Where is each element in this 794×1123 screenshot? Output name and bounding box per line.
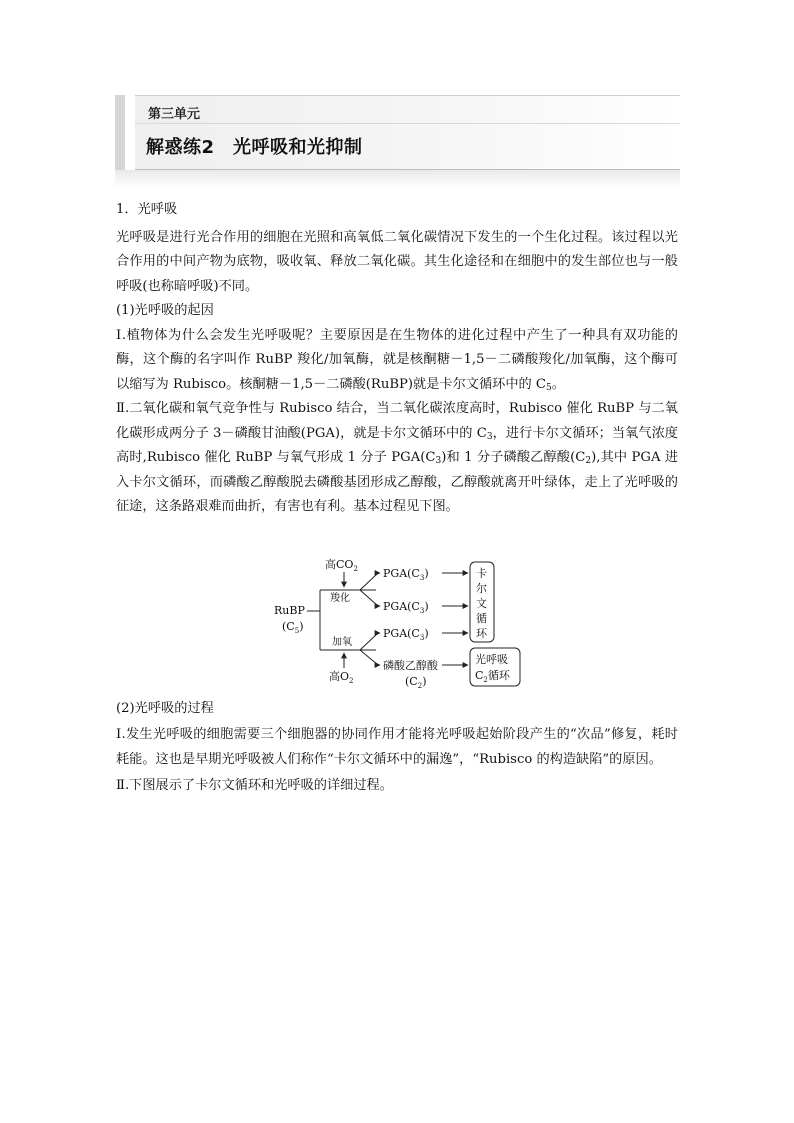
rubp-c5-label: $(C_5)$ xyxy=(282,620,304,635)
rubp-label: RuBP xyxy=(274,604,305,617)
phosphoglycolate-c2-label: $(C_2)$ xyxy=(405,675,427,690)
arrow-to-pga xyxy=(360,573,378,590)
text-run: Ⅰ.植物体为什么会发生光呼吸呢？主要原因是在生物体的进化过程中产生了一种具有双功能的酶，这个酶的名字叫作 RuBP 羧化/加氧酶，就是核酮糖－1,5－二磷酸羧化/加氧酶，这个酶可以缩写为 Rubisco。核酮糖－1,5－二磷酸(RuBP)就是卡尔文循环中的 C xyxy=(116,327,678,392)
pga-label: $PGA(C_3)$ xyxy=(383,627,429,642)
intro-paragraph: 光呼吸是进行光合作用的细胞在光照和高氧低二氧化碳情况下发生的一个生化过程。该过程以光合作用的中间产物为底物，吸收氧、释放二氧化碳。其生化途径和在细胞中的发生部位也与一般呼吸(也称暗呼吸)不同。 xyxy=(116,229,678,294)
subscript: 5 xyxy=(546,382,552,393)
header-divider xyxy=(135,123,680,124)
process-section xyxy=(116,696,678,798)
pga-label: $PGA(C_3)$ xyxy=(383,600,429,615)
text-run: Ⅱ.二氧化碳和氧气竞争性与 Rubisco 结合，当二氧化碳浓度高时，Rubisco 催化 RuBP 与二氧化碳形成两分子 3－磷酸甘油酸(PGA)，就是卡尔文循环中的 C xyxy=(116,401,678,441)
main-content xyxy=(116,198,678,520)
calvin-char: 文 xyxy=(476,597,487,610)
header-divider xyxy=(135,95,680,96)
text-run: ，进行卡尔文循环；当氧气浓度高时,Rubisco 催化 RuBP 与氧气形成 1 分子 PGA(C xyxy=(116,425,678,465)
section-heading: 1．光呼吸 xyxy=(116,202,178,217)
oxygenation-label: 加氧 xyxy=(332,637,352,648)
calvin-char: 卡 xyxy=(476,567,487,580)
text-run: )和 1 分子磷酸乙醇酸(C xyxy=(441,450,586,465)
carboxylation-label: 羧化 xyxy=(330,593,350,604)
subscript: 2 xyxy=(585,456,592,466)
pga-label: $PGA(C_3)$ xyxy=(383,567,429,582)
calvin-char: 循 xyxy=(476,612,487,625)
high-o2-label: 高$O_2$ xyxy=(329,670,354,685)
subscript: 3 xyxy=(435,456,442,466)
photorespiration-diagram xyxy=(270,552,522,692)
high-co2-label: 高$CO_2$ xyxy=(325,558,358,573)
arrow-to-phosphoglycolate xyxy=(360,650,378,665)
photorespiration-label: 光呼吸 xyxy=(475,653,508,666)
section-header xyxy=(115,95,680,192)
paragraph-origin-2 xyxy=(116,397,678,520)
text-run: 。 xyxy=(551,376,565,392)
page-title: 解惑练2 光呼吸和光抑制 xyxy=(146,137,363,158)
arrow-to-pga xyxy=(360,590,378,606)
subsection-heading: (2)光呼吸的过程 xyxy=(116,701,214,716)
header-accent-bar xyxy=(115,95,125,170)
calvin-char: 环 xyxy=(476,627,487,640)
subscript: 3 xyxy=(486,431,493,442)
paragraph-origin-1 xyxy=(116,324,678,398)
header-shadow xyxy=(115,170,680,188)
calvin-char: 尔 xyxy=(476,582,487,595)
phosphoglycolate-label: 磷酸乙醇酸 xyxy=(383,659,438,672)
unit-label: 第三单元 xyxy=(148,107,201,122)
subsection-heading: (1)光呼吸的起因 xyxy=(116,303,214,318)
paragraph-process-2: Ⅱ.下图展示了卡尔文循环和光呼吸的详细过程。 xyxy=(116,777,393,793)
paragraph-process-1: Ⅰ.发生光呼吸的细胞需要三个细胞器的协同作用才能将光呼吸起始阶段产生的“次品”修复，耗时耗能。这也是早期光呼吸被人们称作“卡尔文循环中的漏逸”，“Rubisco 的构造缺陷”的原因。 xyxy=(116,726,678,767)
text-run: ),其中 PGA 进入卡尔文循环，而磷酸乙醇酸脱去磷酸基团形成乙醇酸，乙醇酸就离开叶绿体，走上了光呼吸的征途，这条路艰难而曲折，有害也有利。基本过程见下图。 xyxy=(116,450,679,514)
arrow-to-pga xyxy=(360,633,378,650)
c2-cycle-label: $C_2$循环 xyxy=(475,669,510,684)
